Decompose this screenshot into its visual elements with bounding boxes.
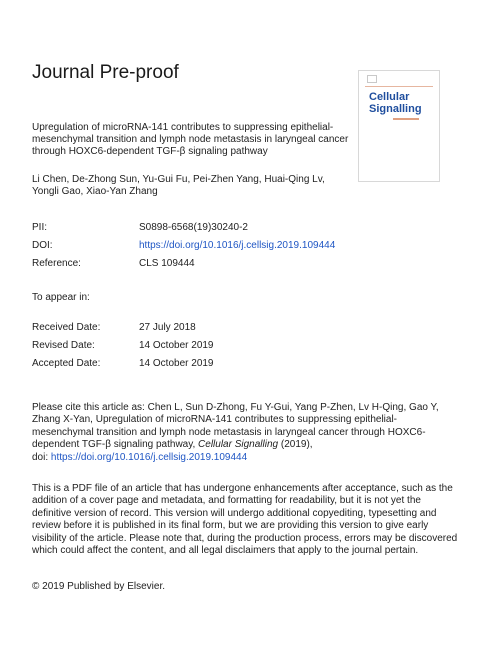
citation-block xyxy=(32,402,452,464)
citation-year: (2019), xyxy=(278,439,313,451)
cover-journal-title xyxy=(369,91,422,115)
cover-divider xyxy=(365,86,433,87)
article-title: Upregulation of microRNA-141 contributes to suppressing epithelial-mesenchymal transition and lymph node metastasis in laryngeal cancer through HOXC6-dependent TGF-β signaling pathway xyxy=(32,122,349,157)
elsevier-logo-icon xyxy=(367,75,377,83)
citation-doi-link[interactable]: https://doi.org/10.1016/j.cellsig.2019.109444 xyxy=(50,451,248,463)
pii-label: PII: xyxy=(32,222,48,233)
cover-title-line1: Cellular xyxy=(369,91,410,103)
to-appear-label: To appear in: xyxy=(32,292,90,303)
received-label: Received Date: xyxy=(32,322,101,333)
doi-link[interactable]: https://doi.org/10.1016/j.cellsig.2019.109444 xyxy=(139,240,336,251)
journal-cover-thumbnail xyxy=(358,70,440,182)
article-authors: Li Chen, De-Zhong Sun, Yu-Gui Fu, Pei-Zhen Yang, Huai-Qing Lv, Yongli Gao, Xiao-Yan Zhang xyxy=(32,174,325,197)
citation-doi-line xyxy=(32,452,452,464)
pdf-notice: This is a PDF file of an article that has undergone enhancements after acceptance, such as the addition of a cover page and metadata, and formatting for readability, but it is not yet the definitive version of record. This version will undergo additional copyediting, typesetting and review before it is published in its final form, but we are providing this version to give early visibility of the article. Please note that, during the production process, errors may be discovered which could affect the content, and all legal disclaimers that apply to the journal pertain. xyxy=(32,483,458,557)
citation-text xyxy=(32,402,452,452)
revised-value: 14 October 2019 xyxy=(139,340,214,351)
reference-value: CLS 109444 xyxy=(139,258,195,269)
accepted-label: Accepted Date: xyxy=(32,358,101,369)
received-value: 27 July 2018 xyxy=(139,322,196,333)
citation-journal: Cellular Signalling xyxy=(198,439,279,451)
doi-label: DOI: xyxy=(32,240,53,251)
citation-body: Please cite this article as: Chen L, Sun D-Zhong, Fu Y-Gui, Yang P-Zhen, Lv H-Qing, Gao Y, Zhang X-Yan, Upregulation of microRNA-141 contributes to suppressing epithelial-mesenchymal transition and lymph node metastasis in laryngeal cancer through HOXC6-dependent TGF-β signaling pathway, xyxy=(32,402,439,451)
citation-doi-prefix: doi: xyxy=(32,451,51,463)
cover-subline xyxy=(393,118,419,120)
pii-value: S0898-6568(19)30240-2 xyxy=(139,222,248,233)
cover-title-line2: Signalling xyxy=(369,103,422,115)
copyright-notice: © 2019 Published by Elsevier. xyxy=(32,581,166,592)
journal-preproof-heading: Journal Pre-proof xyxy=(32,62,179,83)
accepted-value: 14 October 2019 xyxy=(139,358,214,369)
reference-label: Reference: xyxy=(32,258,81,269)
revised-label: Revised Date: xyxy=(32,340,95,351)
